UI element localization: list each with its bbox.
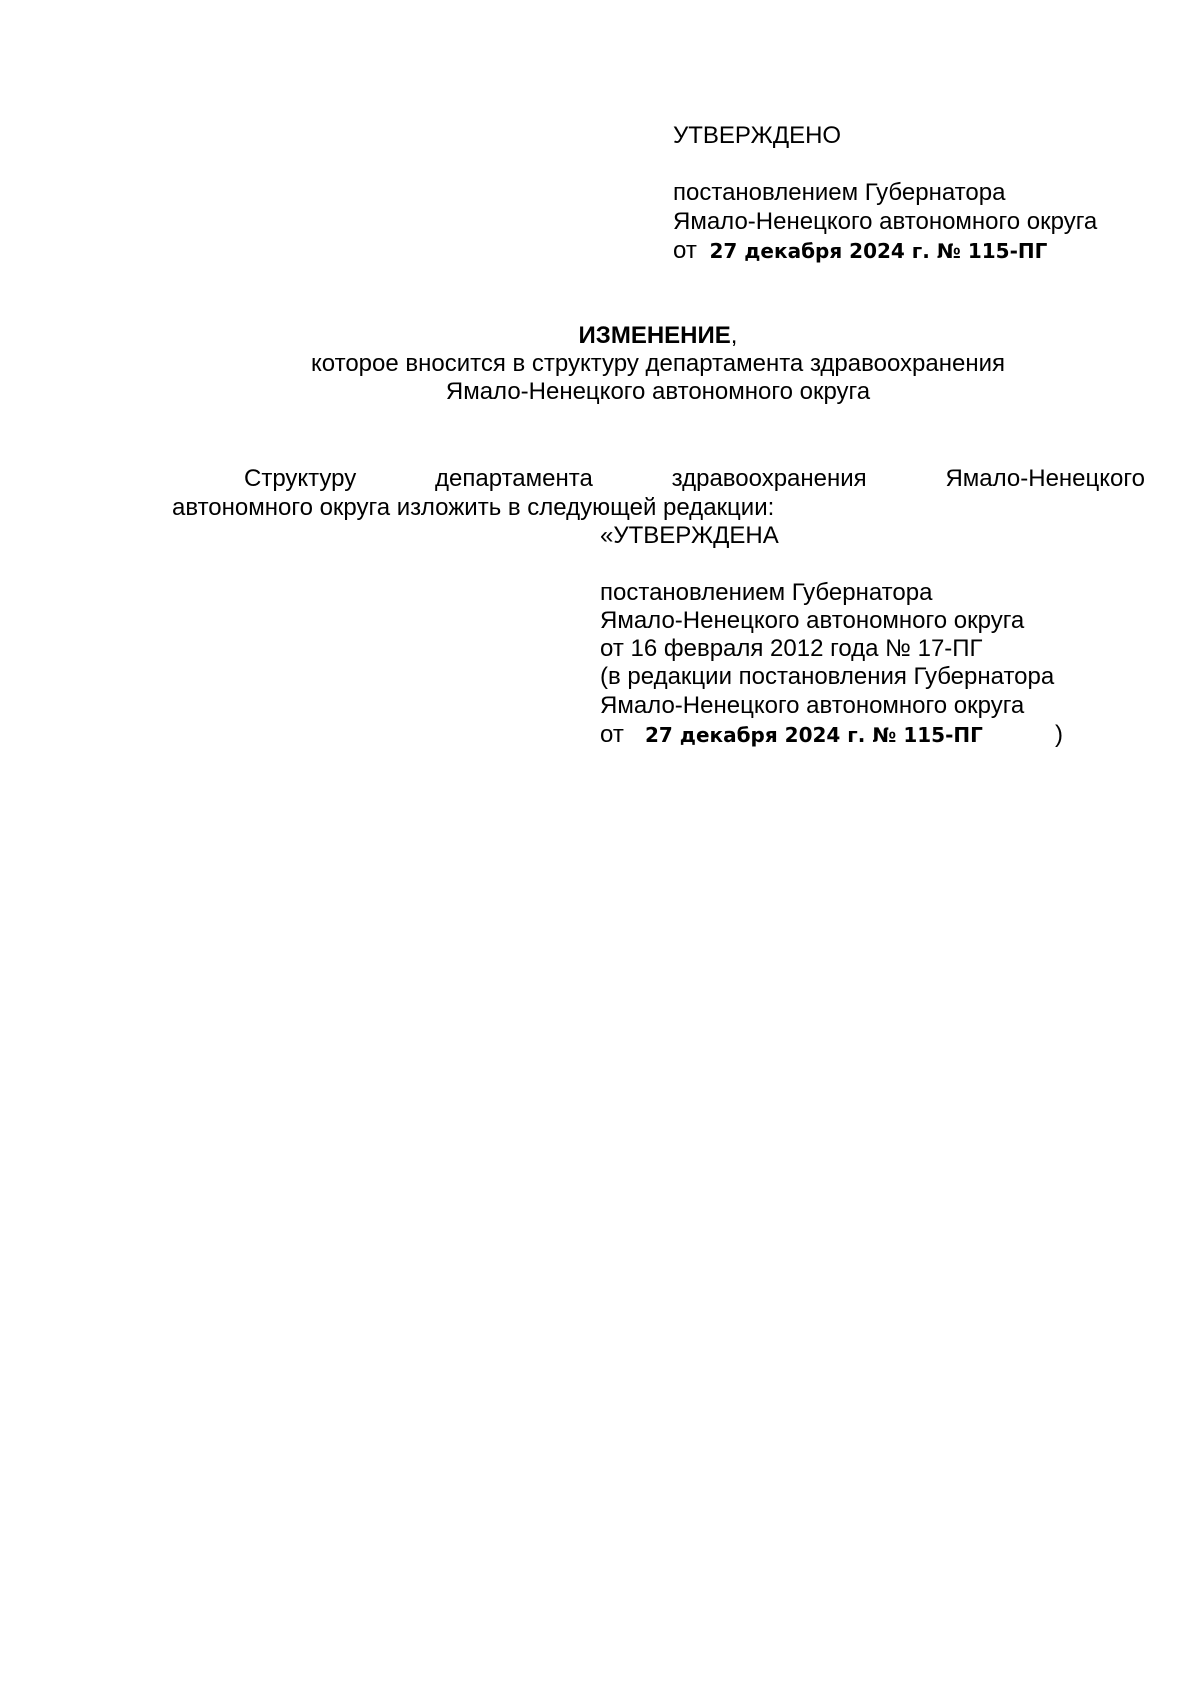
- quoted-approval-date-stamp: 27 декабря 2024 г. № 115-ПГ: [645, 723, 983, 747]
- heading-title: ИЗМЕНЕНИЕ: [578, 322, 731, 349]
- body-word: здравоохранения: [671, 465, 867, 492]
- body-word: Структуру: [244, 465, 357, 492]
- heading-line-2: Ямало-Ненецкого автономного округа: [445, 378, 871, 405]
- quoted-approval-closing-paren: ): [1055, 721, 1063, 748]
- approval-line-1: постановлением Губернатора: [673, 179, 1006, 206]
- document-heading: [0, 322, 1200, 350]
- quoted-approval-from-prefix: от: [600, 721, 624, 748]
- approval-date-stamp: 27 декабря 2024 г. № 115-ПГ: [709, 239, 1048, 263]
- quoted-approval-line-3: от 16 февраля 2012 года № 17-ПГ: [600, 635, 983, 662]
- body-word: департамента: [435, 465, 593, 492]
- quoted-approval-line-5: Ямало-Ненецкого автономного округа: [600, 692, 1025, 719]
- approval-from-prefix: от: [673, 237, 697, 264]
- quoted-approval-line-1: постановлением Губернатора: [600, 579, 933, 606]
- quoted-approval-title: «УТВЕРЖДЕНА: [600, 522, 779, 549]
- approval-date-line: [673, 237, 1047, 265]
- quoted-approval-line-2: Ямало-Ненецкого автономного округа: [600, 607, 1025, 634]
- body-word: Ямало-Ненецкого: [945, 465, 1145, 492]
- approval-title: УТВЕРЖДЕНО: [673, 122, 842, 149]
- body-line-1: [244, 465, 1145, 493]
- approval-line-2: Ямало-Ненецкого автономного округа: [673, 208, 1098, 235]
- heading-title-suffix: ,: [730, 322, 738, 349]
- quoted-approval-line-4: (в редакции постановления Губернатора: [600, 663, 1055, 690]
- body-line-2: автономного округа изложить в следующей редакции:: [172, 494, 775, 521]
- heading-line-1: которое вносится в структуру департамента здравоохранения: [311, 350, 1005, 377]
